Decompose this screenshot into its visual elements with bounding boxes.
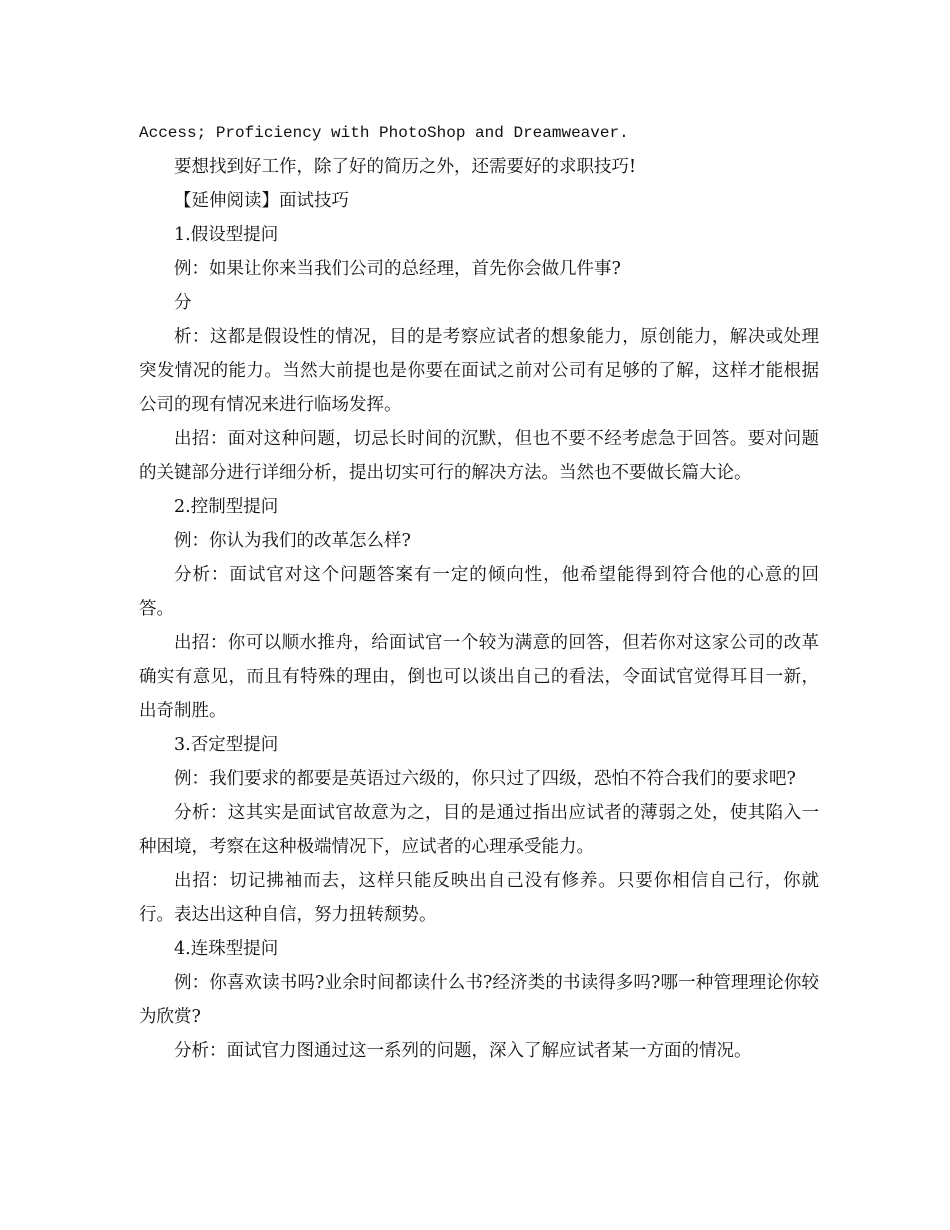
document-body	[139, 116, 819, 1068]
paragraph-skills-continuation: Access; Proficiency with PhotoShop and Dreamweaver.	[139, 124, 629, 142]
paragraph-analysis-3: 分析：这其实是面试官故意为之，目的是通过指出应试者的薄弱之处，使其陷入一种困境，考察在这种极端情况下，应试者的心理承受能力。	[139, 803, 819, 857]
paragraph-analysis-1: 析：这都是假设性的情况，目的是考察应试者的想象能力，原创能力，解决或处理突发情况的能力。当然大前提也是你要在面试之前对公司有足够的了解，这样才能根据公司的现有情况来进行临场发挥。	[139, 327, 819, 415]
paragraph-fragment: 分	[174, 293, 192, 313]
heading-control-question: 2.控制型提问	[174, 497, 279, 517]
paragraph-intro: 要想找到好工作，除了好的简历之外，还需要好的求职技巧!	[174, 157, 637, 177]
section-heading-extended-reading: 【延伸阅读】面试技巧	[174, 191, 349, 211]
heading-hypothetical-question: 1.假设型提问	[174, 225, 279, 245]
paragraph-tactic-1: 出招：面对这种问题，切忌长时间的沉默，但也不要不经考虑急于回答。要对问题的关键部分进行详细分析，提出切实可行的解决方法。当然也不要做长篇大论。	[139, 429, 819, 483]
paragraph-analysis-4: 分析：面试官力图通过这一系列的问题，深入了解应试者某一方面的情况。	[174, 1041, 752, 1061]
heading-negative-question: 3.否定型提问	[174, 735, 279, 755]
paragraph-example-2: 例：你认为我们的改革怎么样?	[174, 531, 411, 551]
paragraph-tactic-3: 出招：切记拂袖而去，这样只能反映出自己没有修养。只要你相信自己行，你就行。表达出这种自信，努力扭转颓势。	[139, 871, 819, 925]
paragraph-example-1: 例：如果让你来当我们公司的总经理，首先你会做几件事?	[174, 259, 621, 279]
paragraph-example-4: 例：你喜欢读书吗?业余时间都读什么书?经济类的书读得多吗?哪一种管理理论你较为欣赏?	[139, 973, 819, 1027]
paragraph-tactic-2: 出招：你可以顺水推舟，给面试官一个较为满意的回答，但若你对这家公司的改革确实有意见，而且有特殊的理由，倒也可以谈出自己的看法，令面试官觉得耳目一新，出奇制胜。	[139, 633, 819, 721]
paragraph-analysis-2: 分析：面试官对这个问题答案有一定的倾向性，他希望能得到符合他的心意的回答。	[139, 565, 819, 619]
heading-chain-question: 4.连珠型提问	[174, 939, 279, 959]
paragraph-example-3: 例：我们要求的都要是英语过六级的，你只过了四级，恐怕不符合我们的要求吧?	[174, 769, 796, 789]
